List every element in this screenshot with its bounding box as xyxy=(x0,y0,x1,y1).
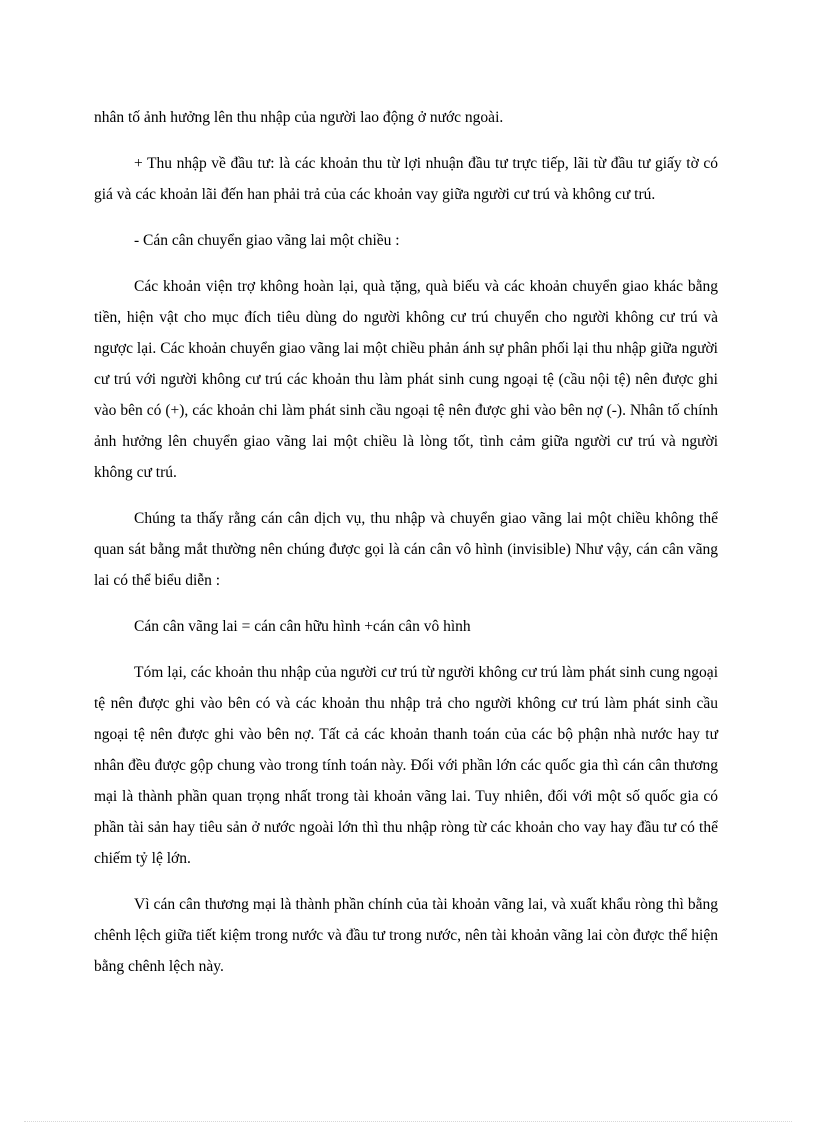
page-bottom-divider xyxy=(24,1121,792,1122)
paragraph-summary: Tóm lại, các khoản thu nhập của người cư trú từ người không cư trú làm phát sinh cung ngoại tệ nên được ghi vào bên có và các khoản thu nhập trả cho người không cư trú làm phát sinh cầu ngoại tệ nên được ghi vào bên nợ. Tất cả các khoản thanh toán của các bộ phận nhà nước hay tư nhân đều được gộp chung vào trong tính toán này. Đối với phần lớn các quốc gia thì cán cân thương mại là thành phần quan trọng nhất trong tài khoản vãng lai. Tuy nhiên, đối với một số quốc gia có phần tài sản hay tiêu sản ở nước ngoài lớn thì thu nhập ròng từ các khoản cho vay hay đầu tư có thể chiếm tỷ lệ lớn. xyxy=(94,664,718,867)
paragraph-invisible-balance: Chúng ta thấy rằng cán cân dịch vụ, thu nhập và chuyển giao vãng lai một chiều không thể quan sát bằng mắt thường nên chúng được gọi là cán cân vô hình (invisible) Như vậy, cán cân vãng lai có thể biểu diễn : xyxy=(94,510,718,589)
paragraph-net-exports: Vì cán cân thương mại là thành phần chính của tài khoản vãng lai, và xuất khẩu ròng thì bằng chênh lệch giữa tiết kiệm trong nước và đầu tư trong nước, nên tài khoản vãng lai còn được thể hiện bằng chênh lệch này. xyxy=(94,896,718,975)
paragraph-investment-income: + Thu nhập về đầu tư: là các khoản thu từ lợi nhuận đầu tư trực tiếp, lãi từ đầu tư giấy tờ có giá và các khoản lãi đến han phải trả của các khoản vay giữa người cư trú và không cư trú. xyxy=(94,155,718,203)
heading-current-transfers: - Cán cân chuyển giao vãng lai một chiều : xyxy=(134,232,400,249)
paragraph-labor-income-continuation: nhân tố ảnh hưởng lên thu nhập của người lao động ở nước ngoài. xyxy=(94,109,504,126)
formula-current-account: Cán cân vãng lai = cán cân hữu hình +cán cân vô hình xyxy=(134,618,471,635)
paragraph-current-transfers: Các khoản viện trợ không hoàn lại, quà tặng, quà biếu và các khoản chuyển giao khác bằng tiền, hiện vật cho mục đích tiêu dùng do người không cư trú chuyển cho người không cư trú và ngược lại. Các khoản chuyển giao vãng lai một chiều phản ánh sự phân phối lại thu nhập giữa người cư trú với người không cư trú các khoản thu làm phát sinh cung ngoại tệ (cầu nội tệ) nên được ghi vào bên có (+), các khoản chi làm phát sinh cầu ngoại tệ nên được ghi vào bên nợ (-). Nhân tố chính ảnh hưởng lên chuyển giao vãng lai một chiều là lòng tốt, tình cảm giữa người cư trú và người không cư trú. xyxy=(94,278,718,481)
document-body xyxy=(94,102,718,997)
